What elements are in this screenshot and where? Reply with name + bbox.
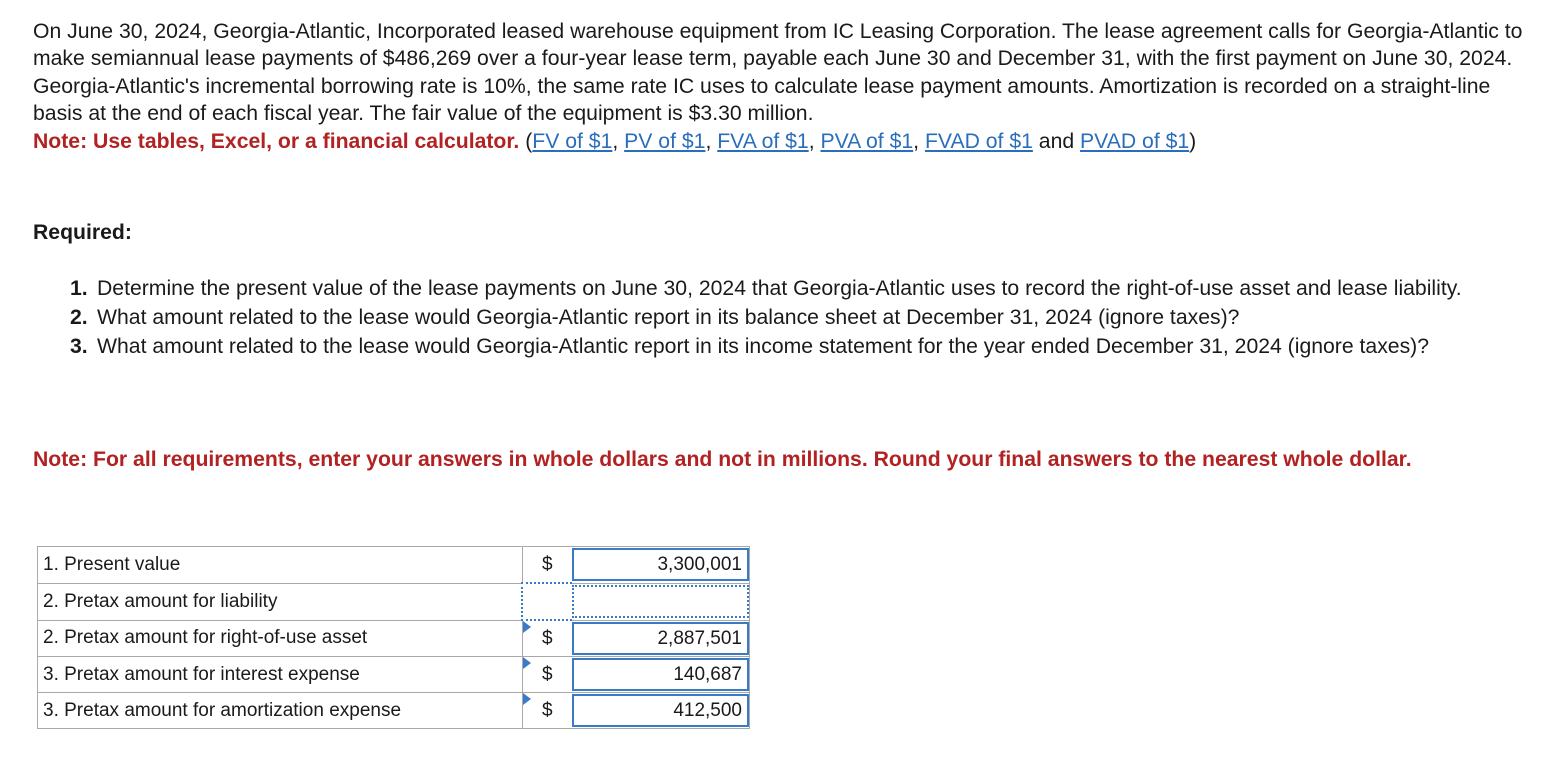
pva-of-1-link[interactable]: PVA of $1 <box>820 129 914 153</box>
currency-symbol: $ <box>541 699 553 721</box>
tables-note-label: Note: Use tables, Excel, or a financial calculator. <box>33 129 520 153</box>
dollar-sign <box>522 657 572 693</box>
dollar-cell-empty <box>522 583 572 620</box>
amortization-expense-input[interactable]: 412,500 <box>572 694 749 727</box>
dollar-sign <box>522 620 572 657</box>
requirement-text: What amount related to the lease would Georgia-Atlantic report in its balance sheet at December 31, 2024 (ignore taxes)? <box>97 306 1240 329</box>
requirements-list <box>70 274 1540 361</box>
problem-statement <box>33 18 1533 155</box>
link-and-text: and <box>1038 129 1075 153</box>
pv-of-1-link[interactable]: PV of $1 <box>624 129 706 153</box>
requirement-number: 2. <box>70 306 88 329</box>
tables-note: Note: Use tables, Excel, or a financial calculator. (FV of $1, PV of $1, FVA of $1, PVA of $1, FVAD of $1 and PVAD of $1) <box>33 129 1197 153</box>
interest-expense-label: 3. Pretax amount for interest expense <box>38 657 523 693</box>
answer-flag-icon <box>523 621 531 633</box>
liability-input[interactable] <box>572 585 749 618</box>
answer-flag-icon <box>523 657 531 669</box>
liability-label: 2. Pretax amount for liability <box>38 583 523 620</box>
rou-asset-label: 2. Pretax amount for right-of-use asset <box>38 620 523 657</box>
table-row <box>38 547 750 584</box>
rou-asset-input[interactable]: 2,887,501 <box>572 622 749 655</box>
requirement-item-3 <box>70 332 1540 361</box>
currency-symbol: $ <box>541 663 553 685</box>
requirement-number: 1. <box>70 277 88 300</box>
table-row <box>38 583 750 620</box>
answer-table <box>37 546 750 729</box>
fv-of-1-link[interactable]: FV of $1 <box>532 129 613 153</box>
present-value-input[interactable]: 3,300,001 <box>572 548 749 581</box>
interest-expense-input[interactable]: 140,687 <box>572 658 749 691</box>
table-row <box>38 693 750 729</box>
fvad-of-1-link[interactable]: FVAD of $1 <box>924 129 1033 153</box>
dollar-sign <box>522 547 572 584</box>
currency-symbol: $ <box>541 553 553 575</box>
rounding-note: Note: For all requirements, enter your answers in whole dollars and not in millions. Round your final answers to the nearest whole dollar. <box>33 448 1412 471</box>
requirement-item-1 <box>70 274 1540 303</box>
amortization-expense-label: 3. Pretax amount for amortization expense <box>38 693 523 729</box>
table-row <box>38 657 750 693</box>
problem-intro: On June 30, 2024, Georgia-Atlantic, Incorporated leased warehouse equipment from IC Leasing Corporation. The lease agreement calls for Georgia-Atlantic to make semiannual lease payments of $486,269 over a four-year lease term, payable each June 30 and December 31, with the first payment on June 30, 2024. Georgia-Atlantic's incremental borrowing rate is 10%, the same rate IC uses to calculate lease payment amounts. Amortization is recorded on a straight-line basis at the end of each fiscal year. The fair value of the equipment is $3.30 million. <box>33 20 1523 126</box>
answer-flag-icon <box>523 693 531 705</box>
currency-symbol: $ <box>541 627 553 649</box>
requirement-number: 3. <box>70 335 88 358</box>
fva-of-1-link[interactable]: FVA of $1 <box>717 129 809 153</box>
dollar-sign <box>522 693 572 729</box>
requirement-text: What amount related to the lease would Georgia-Atlantic report in its income statement for the year ended December 31, 2024 (ignore taxes)? <box>97 335 1429 358</box>
required-heading: Required: <box>33 221 132 244</box>
present-value-label: 1. Present value <box>38 547 523 584</box>
requirement-text: Determine the present value of the lease payments on June 30, 2024 that Georgia-Atlantic uses to record the right-of-use asset and lease liability. <box>97 277 1462 300</box>
pvad-of-1-link[interactable]: PVAD of $1 <box>1080 129 1190 153</box>
requirement-item-2 <box>70 303 1540 332</box>
table-row <box>38 620 750 657</box>
